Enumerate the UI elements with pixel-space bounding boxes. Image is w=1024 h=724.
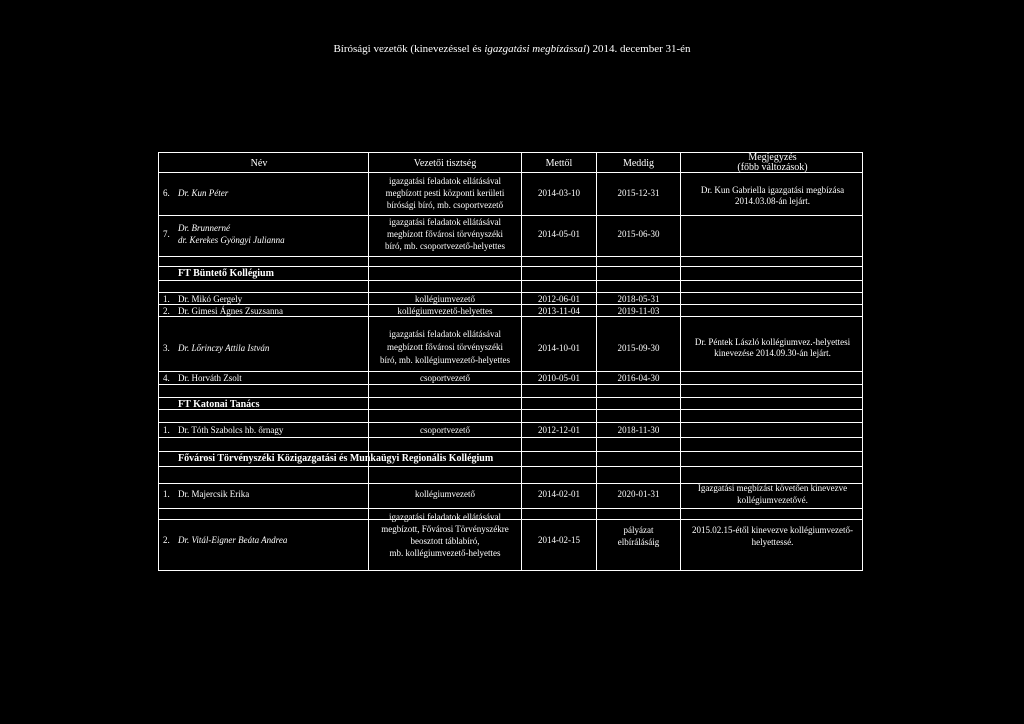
date-from: 2012-12-01 xyxy=(538,425,580,435)
position-line: megbízott fővárosi törvényszéki xyxy=(387,229,503,239)
row-number: 1. xyxy=(163,489,170,499)
note-line: helyettessé. xyxy=(751,537,794,547)
date-to: elbírálásáig xyxy=(617,537,660,547)
date-to: 2019-11-03 xyxy=(617,306,660,316)
row-number: 6. xyxy=(163,188,170,198)
date-to: 2015-06-30 xyxy=(617,229,660,239)
header-name: Név xyxy=(250,158,268,169)
position-line: bíró, mb. kollégiumvezető-helyettes xyxy=(380,355,510,365)
date-to: 2015-09-30 xyxy=(617,343,660,353)
row-divider xyxy=(159,397,862,398)
date-from: 2013-11-04 xyxy=(538,306,580,316)
note-line: 2015.02.15-étől kinevezve kollégiumvezető- xyxy=(692,525,853,535)
date-from: 2014-03-10 xyxy=(538,188,580,198)
note-line: 2014.03.08-án lejárt. xyxy=(735,196,810,206)
position-line: kollégiumvezető-helyettes xyxy=(397,306,493,316)
row-number: 2. xyxy=(163,306,170,316)
row-divider xyxy=(159,508,862,509)
position-line: igazgatási feladatok ellátásával xyxy=(389,217,501,227)
row-number: 7. xyxy=(163,229,170,239)
position-line: kollégiumvezető xyxy=(415,489,475,499)
header-from: Mettől xyxy=(545,158,573,169)
note-line: Dr. Kun Gabriella igazgatási megbízása xyxy=(700,185,845,195)
date-to: pályázat xyxy=(623,525,654,535)
person-name: Dr. Majercsik Erika xyxy=(178,489,250,499)
leaders-table xyxy=(158,152,863,571)
row-divider xyxy=(159,422,862,423)
row-divider xyxy=(159,292,862,293)
date-from: 2012-06-01 xyxy=(538,294,580,304)
date-from: 2014-02-01 xyxy=(538,489,580,499)
note-line: kollégiumvezetővé. xyxy=(737,495,808,505)
position-line: kollégiumvezető xyxy=(415,294,475,304)
position-line: igazgatási feladatok ellátásával xyxy=(389,512,501,522)
row-divider xyxy=(159,451,862,452)
page-title: Bírósági vezetők (kinevezéssel és igazgatási megbízással) 2014. december 31-én xyxy=(333,43,691,55)
header-note-sub: (főbb változások) xyxy=(737,162,808,173)
position-line: bíró, mb. csoportvezető-helyettes xyxy=(385,241,505,251)
date-to: 2016-04-30 xyxy=(617,373,660,383)
row-number: 3. xyxy=(163,343,170,353)
person-name: Dr. Gimesi Ágnes Zsuzsanna xyxy=(178,306,283,316)
note-line: Dr. Péntek László kollégiumvez.-helyettesi xyxy=(694,337,851,347)
person-name: Dr. Horváth Zsolt xyxy=(178,373,242,383)
person-name: Dr. Lőrinczy Attila István xyxy=(178,343,270,353)
person-name: Dr. Brunnerné xyxy=(178,223,230,233)
date-from: 2010-05-01 xyxy=(538,373,580,383)
position-line: megbízott fővárosi törvényszéki xyxy=(387,342,503,352)
position-line: igazgatási feladatok ellátásával xyxy=(389,329,501,339)
position-line: mb. kollégiumvezető-helyettes xyxy=(389,548,501,558)
date-from: 2014-02-15 xyxy=(538,535,580,545)
section-title: Fővárosi Törvényszéki Közigazgatási és Munkaügyi Regionális Kollégium xyxy=(178,453,494,464)
row-divider xyxy=(159,466,862,467)
row-divider xyxy=(159,409,862,410)
row-divider xyxy=(159,437,862,438)
row-number: 1. xyxy=(163,294,170,304)
header-position: Vezetői tisztség xyxy=(413,158,477,169)
person-name: Dr. Vitál-Eigner Beáta Andrea xyxy=(178,535,288,545)
note-line: kinevezése 2014.09.30-án lejárt. xyxy=(714,348,831,358)
person-name: Dr. Mikó Gergely xyxy=(178,294,243,304)
date-from: 2014-05-01 xyxy=(538,229,580,239)
person-name: Dr. Kun Péter xyxy=(178,188,229,198)
position-line: megbízott, Fővárosi Törvényszékre xyxy=(381,524,509,534)
position-line: igazgatási feladatok ellátásával xyxy=(389,176,501,186)
person-name: dr. Kerekes Gyöngyi Julianna xyxy=(178,235,285,245)
person-name: Dr. Tóth Szabolcs hb. őrnagy xyxy=(178,425,284,435)
date-to: 2015-12-31 xyxy=(617,188,660,198)
row-divider xyxy=(159,215,862,216)
note-line: Igazgatási megbízást követően kinevezve xyxy=(697,483,848,493)
row-number: 4. xyxy=(163,373,170,383)
row-divider xyxy=(159,266,862,267)
row-divider xyxy=(159,384,862,385)
section-title: FT Katonai Tanács xyxy=(178,399,260,410)
row-number: 2. xyxy=(163,535,170,545)
position-line: bírósági bíró, mb. csoportvezető xyxy=(386,200,504,210)
row-divider xyxy=(159,256,862,257)
section-title: FT Büntető Kollégium xyxy=(178,268,274,279)
date-from: 2014-10-01 xyxy=(538,343,580,353)
position-line: beosztott táblabíró, xyxy=(410,536,480,546)
position-line: megbízott pesti központi kerületi xyxy=(385,188,505,198)
row-divider xyxy=(159,280,862,281)
date-to: 2020-01-31 xyxy=(617,489,660,499)
date-to: 2018-11-30 xyxy=(617,425,660,435)
header-to: Meddig xyxy=(622,158,655,169)
position-line: csoportvezető xyxy=(420,425,470,435)
position-line: csoportvezető xyxy=(420,373,470,383)
row-divider xyxy=(159,371,862,372)
date-to: 2018-05-31 xyxy=(617,294,660,304)
header-note: Megjegyzés xyxy=(748,152,797,163)
row-number: 1. xyxy=(163,425,170,435)
